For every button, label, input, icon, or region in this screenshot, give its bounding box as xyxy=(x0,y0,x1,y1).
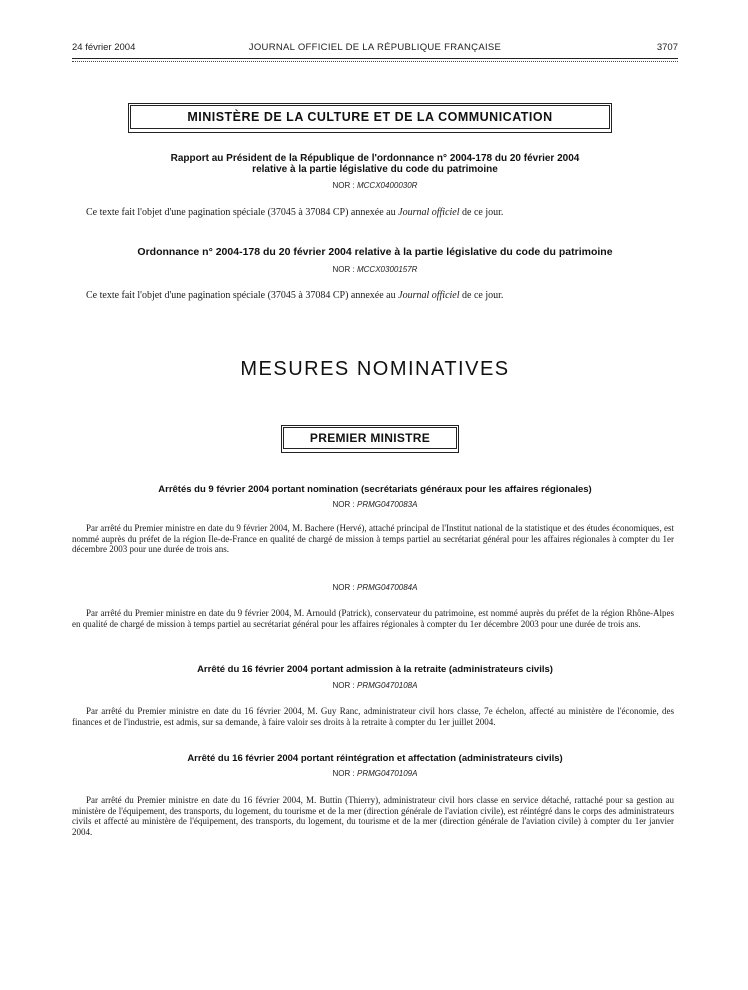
ordonnance-nor xyxy=(72,265,678,274)
arretes-9-nor2-label: NOR : xyxy=(332,583,355,592)
rapport-text-italic: Journal officiel xyxy=(398,207,460,218)
ordonnance-title: Ordonnance n° 2004-178 du 20 février 2004 relative à la partie législative du code du patrimoine xyxy=(137,246,613,258)
rapport-nor-code: MCCX0400030R xyxy=(356,181,418,190)
arretes-9-nor1 xyxy=(72,500,678,509)
reintegration-para: Par arrêté du Premier ministre en date du 16 février 2004, M. Buttin (Thierry), administrateur civil hors classe en service détaché, rattaché pour sa gestion au ministère de l'équipement, des transports, du logement, du tourisme et de la mer (direction générale de l'aviation civile), est réintégré dans le corps des administrateurs civils et affecté au ministère de l'équipement, des transports, du logement, du tourisme et de la mer (direction générale de l'aviation civile) à compter du 1er janvier 2004. xyxy=(72,795,674,837)
retraite-para: Par arrêté du Premier ministre en date du 16 février 2004, M. Guy Ranc, administrateur civil hors classe, 7e échelon, affecté au ministère de l'économie, des finances et de l'industrie, est admis, sur sa demande, à faire valoir ses droits à la retraite à compter du 1er juillet 2004. xyxy=(72,706,674,727)
reintegration-title: Arrêté du 16 février 2004 portant réintégration et affectation (administrateurs civils) xyxy=(187,753,563,764)
rapport-text-prefix: Ce texte fait l'objet d'une pagination spéciale (37045 à 37084 CP) annexée au xyxy=(86,207,399,218)
premier-ministre-title: PREMIER MINISTRE xyxy=(283,427,457,449)
arretes-9-nor2-code: PRMG0470084A xyxy=(356,583,418,592)
arretes-9-para2: Par arrêté du Premier ministre en date du 9 février 2004, M. Arnould (Patrick), conservateur du patrimoine, est nommé auprès du préfet de la région Rhône-Alpes en qualité de chargé de mission à temps partiel au secrétariat général pour les affaires régionales à compter du 1er décembre 2003 pour une durée de trois ans. xyxy=(72,608,674,629)
rapport-title-line1: Rapport au Président de la République de l'ordonnance n° 2004-178 du 20 février 2004 xyxy=(170,153,580,164)
header-date: 24 février 2004 xyxy=(72,42,136,53)
reintegration-nor-code: PRMG0470109A xyxy=(356,769,418,778)
ordonnance-nor-label: NOR : xyxy=(332,265,355,274)
rapport-title-line2: relative à la partie législative du code du patrimoine xyxy=(252,164,498,175)
header-dotted-rule xyxy=(72,61,678,62)
reintegration-nor-label: NOR : xyxy=(332,769,355,778)
section-title: MESURES NOMINATIVES xyxy=(240,358,510,380)
retraite-nor-code: PRMG0470108A xyxy=(356,681,418,690)
arretes-9-nor1-label: NOR : xyxy=(332,500,355,509)
ministry-title: MINISTÈRE DE LA CULTURE ET DE LA COMMUNICATION xyxy=(130,105,610,129)
ordonnance-text xyxy=(86,290,674,302)
ordonnance-nor-code: MCCX0300157R xyxy=(356,265,418,274)
header-journal-title: JOURNAL OFFICIEL DE LA RÉPUBLIQUE FRANÇAISE xyxy=(248,42,502,53)
retraite-nor xyxy=(72,681,678,690)
rapport-nor xyxy=(72,181,678,190)
header-rule xyxy=(72,58,678,59)
rapport-nor-label: NOR : xyxy=(332,181,355,190)
rapport-text-suffix: de ce jour. xyxy=(459,207,504,218)
ordonnance-text-prefix: Ce texte fait l'objet d'une pagination spéciale (37045 à 37084 CP) annexée au xyxy=(86,290,399,301)
arretes-9-title: Arrêtés du 9 février 2004 portant nomination (secrétariats généraux pour les affaires régionales) xyxy=(158,484,592,495)
reintegration-nor xyxy=(72,769,678,778)
premier-ministre-box xyxy=(281,425,459,453)
ministry-box xyxy=(128,103,612,133)
arretes-9-nor1-code: PRMG0470083A xyxy=(356,500,418,509)
page-header xyxy=(72,42,678,56)
ordonnance-text-suffix: de ce jour. xyxy=(459,290,504,301)
arretes-9-para1: Par arrêté du Premier ministre en date du 9 février 2004, M. Bachere (Hervé), attaché principal de l'Institut national de la statistique et des études économiques, est nommé auprès du préfet de la région Ile-de-France en qualité de chargé de mission à temps partiel au secrétariat général pour les affaires régionales à compter du 1er décembre 2003 pour une durée de trois ans. xyxy=(72,523,674,554)
ordonnance-text-italic: Journal officiel xyxy=(398,290,460,301)
retraite-title: Arrêté du 16 février 2004 portant admission à la retraite (administrateurs civils) xyxy=(197,664,553,675)
rapport-text xyxy=(86,207,674,219)
retraite-nor-label: NOR : xyxy=(332,681,355,690)
arretes-9-nor2 xyxy=(72,583,678,592)
header-page-number: 3707 xyxy=(656,42,678,53)
